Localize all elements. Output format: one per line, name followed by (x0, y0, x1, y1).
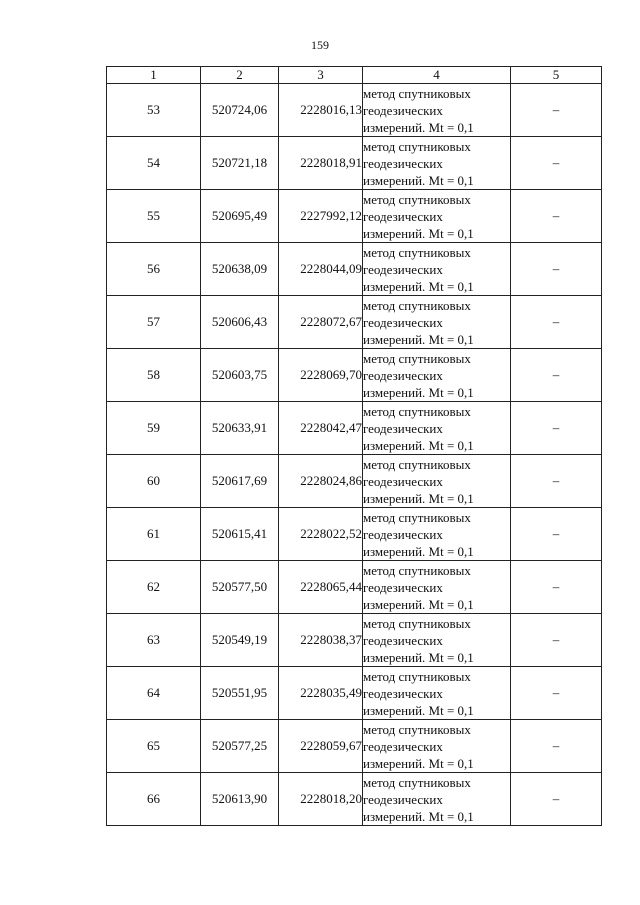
note-cell: – (511, 561, 602, 614)
method-line: измерений. Mt = 0,1 (363, 543, 474, 559)
table-row (107, 190, 602, 243)
method-line: геодезических (363, 367, 443, 383)
method-line: метод спутниковых (363, 85, 471, 101)
point-number-cell: 60 (107, 455, 201, 508)
point-number-cell: 56 (107, 243, 201, 296)
method-line: геодезических (363, 738, 443, 754)
method-cell (363, 773, 511, 826)
method-line: метод спутниковых (363, 774, 471, 790)
method-line: геодезических (363, 473, 443, 489)
y-coordinate-cell: 2228065,44 (279, 561, 363, 614)
y-coordinate-cell: 2228038,37 (279, 614, 363, 667)
method-line: геодезических (363, 579, 443, 595)
table-row (107, 561, 602, 614)
method-line: геодезических (363, 420, 443, 436)
y-coordinate-cell: 2228016,13 (279, 84, 363, 137)
table-row (107, 243, 602, 296)
method-line: геодезических (363, 102, 443, 118)
method-line: измерений. Mt = 0,1 (363, 702, 474, 718)
note-cell: – (511, 667, 602, 720)
method-line: измерений. Mt = 0,1 (363, 384, 474, 400)
method-line: метод спутниковых (363, 562, 471, 578)
table-row (107, 720, 602, 773)
y-coordinate-cell: 2228018,91 (279, 137, 363, 190)
column-header-5: 5 (511, 67, 602, 84)
x-coordinate-cell: 520606,43 (201, 296, 279, 349)
y-coordinate-cell: 2228024,86 (279, 455, 363, 508)
method-line: метод спутниковых (363, 350, 471, 366)
point-number-cell: 59 (107, 402, 201, 455)
method-cell (363, 84, 511, 137)
method-line: измерений. Mt = 0,1 (363, 755, 474, 771)
method-cell (363, 349, 511, 402)
point-number-cell: 55 (107, 190, 201, 243)
method-line: геодезических (363, 208, 443, 224)
method-cell (363, 508, 511, 561)
method-cell (363, 402, 511, 455)
point-number-cell: 61 (107, 508, 201, 561)
x-coordinate-cell: 520615,41 (201, 508, 279, 561)
note-cell: – (511, 614, 602, 667)
method-cell (363, 720, 511, 773)
method-line: измерений. Mt = 0,1 (363, 331, 474, 347)
method-line: геодезических (363, 526, 443, 542)
table-row (107, 402, 602, 455)
y-coordinate-cell: 2228022,52 (279, 508, 363, 561)
x-coordinate-cell: 520577,25 (201, 720, 279, 773)
method-line: измерений. Mt = 0,1 (363, 225, 474, 241)
y-coordinate-cell: 2228018,20 (279, 773, 363, 826)
point-number-cell: 54 (107, 137, 201, 190)
y-coordinate-cell: 2228059,67 (279, 720, 363, 773)
column-header-1: 1 (107, 67, 201, 84)
method-line: геодезических (363, 261, 443, 277)
x-coordinate-cell: 520617,69 (201, 455, 279, 508)
note-cell: – (511, 349, 602, 402)
note-cell: – (511, 296, 602, 349)
y-coordinate-cell: 2228042,47 (279, 402, 363, 455)
table-row (107, 508, 602, 561)
x-coordinate-cell: 520633,91 (201, 402, 279, 455)
method-line: метод спутниковых (363, 244, 471, 260)
x-coordinate-cell: 520603,75 (201, 349, 279, 402)
table-body (107, 84, 602, 826)
point-number-cell: 64 (107, 667, 201, 720)
table-row (107, 667, 602, 720)
method-cell (363, 243, 511, 296)
method-line: метод спутниковых (363, 403, 471, 419)
method-line: метод спутниковых (363, 138, 471, 154)
method-cell (363, 190, 511, 243)
table-row (107, 84, 602, 137)
point-number-cell: 63 (107, 614, 201, 667)
table-row (107, 137, 602, 190)
point-number-cell: 65 (107, 720, 201, 773)
note-cell: – (511, 243, 602, 296)
point-number-cell: 62 (107, 561, 201, 614)
point-number-cell: 57 (107, 296, 201, 349)
point-number-cell: 58 (107, 349, 201, 402)
method-cell (363, 614, 511, 667)
table-row (107, 773, 602, 826)
x-coordinate-cell: 520549,19 (201, 614, 279, 667)
x-coordinate-cell: 520551,95 (201, 667, 279, 720)
table-header-row (107, 67, 602, 84)
method-line: метод спутниковых (363, 615, 471, 631)
x-coordinate-cell: 520577,50 (201, 561, 279, 614)
x-coordinate-cell: 520613,90 (201, 773, 279, 826)
column-header-2: 2 (201, 67, 279, 84)
y-coordinate-cell: 2228069,70 (279, 349, 363, 402)
page-number: 159 (311, 38, 329, 52)
method-cell (363, 667, 511, 720)
x-coordinate-cell: 520721,18 (201, 137, 279, 190)
note-cell: – (511, 773, 602, 826)
method-line: метод спутниковых (363, 668, 471, 684)
y-coordinate-cell: 2227992,12 (279, 190, 363, 243)
note-cell: – (511, 137, 602, 190)
method-line: геодезических (363, 155, 443, 171)
method-cell (363, 296, 511, 349)
method-line: геодезических (363, 791, 443, 807)
method-line: метод спутниковых (363, 456, 471, 472)
method-cell (363, 561, 511, 614)
table-row (107, 349, 602, 402)
y-coordinate-cell: 2228035,49 (279, 667, 363, 720)
x-coordinate-cell: 520724,06 (201, 84, 279, 137)
method-line: геодезических (363, 632, 443, 648)
table-row (107, 296, 602, 349)
method-line: метод спутниковых (363, 191, 471, 207)
method-line: измерений. Mt = 0,1 (363, 596, 474, 612)
note-cell: – (511, 190, 602, 243)
note-cell: – (511, 508, 602, 561)
x-coordinate-cell: 520695,49 (201, 190, 279, 243)
note-cell: – (511, 455, 602, 508)
table-row (107, 455, 602, 508)
y-coordinate-cell: 2228044,09 (279, 243, 363, 296)
method-line: геодезических (363, 314, 443, 330)
method-line: измерений. Mt = 0,1 (363, 172, 474, 188)
method-line: измерений. Mt = 0,1 (363, 649, 474, 665)
note-cell: – (511, 84, 602, 137)
note-cell: – (511, 402, 602, 455)
method-line: метод спутниковых (363, 509, 471, 525)
x-coordinate-cell: 520638,09 (201, 243, 279, 296)
method-line: геодезических (363, 685, 443, 701)
point-number-cell: 66 (107, 773, 201, 826)
column-header-3: 3 (279, 67, 363, 84)
method-line: измерений. Mt = 0,1 (363, 278, 474, 294)
method-line: измерений. Mt = 0,1 (363, 119, 474, 135)
note-cell: – (511, 720, 602, 773)
method-line: измерений. Mt = 0,1 (363, 490, 474, 506)
method-line: измерений. Mt = 0,1 (363, 437, 474, 453)
point-number-cell: 53 (107, 84, 201, 137)
table-row (107, 614, 602, 667)
method-cell (363, 137, 511, 190)
y-coordinate-cell: 2228072,67 (279, 296, 363, 349)
column-header-4: 4 (363, 67, 511, 84)
method-line: метод спутниковых (363, 297, 471, 313)
method-cell (363, 455, 511, 508)
method-line: измерений. Mt = 0,1 (363, 808, 474, 824)
method-line: метод спутниковых (363, 721, 471, 737)
coordinates-table (106, 66, 602, 826)
